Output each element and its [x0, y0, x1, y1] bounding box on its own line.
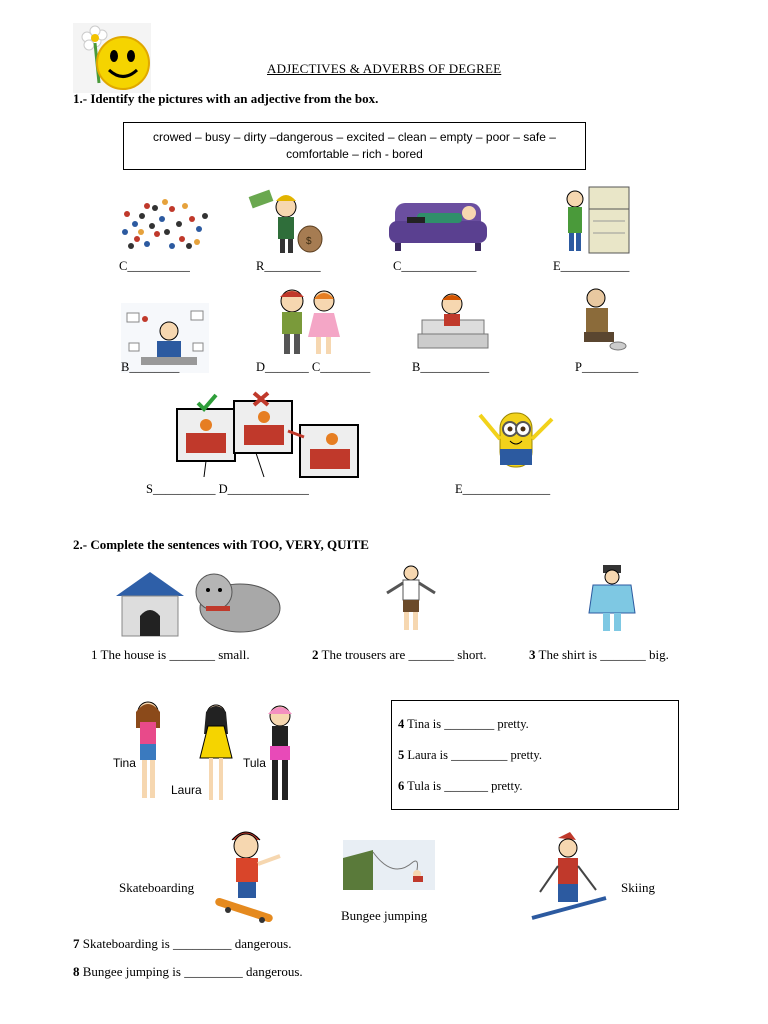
sentence-6-number: 6	[398, 779, 405, 793]
row1-label-3: C____________	[393, 259, 477, 273]
sport-skiing: Skiing	[621, 880, 655, 895]
sentence-6	[398, 779, 523, 794]
dirty-clean-kids-picture	[270, 285, 346, 357]
name-tina: Tina	[113, 756, 136, 770]
excited-minion-picture	[474, 405, 558, 475]
sentence-3	[529, 647, 669, 663]
skateboarding-boy-picture	[210, 826, 288, 924]
row2-label-1: B________	[121, 360, 180, 374]
svg-text:$: $	[306, 236, 312, 247]
sentence-4-text: Tina is ________ pretty.	[407, 717, 529, 731]
name-tula: Tula	[243, 756, 266, 770]
word-box-line2: comfortable – rich - bored	[286, 147, 423, 161]
big-shirt-boy-picture	[583, 563, 641, 633]
sentence-1	[91, 647, 250, 663]
comfortable-sofa-picture	[387, 191, 489, 256]
sentences-box	[391, 700, 679, 810]
sentence-5-number: 5	[398, 748, 405, 762]
smiley-logo-icon	[73, 23, 151, 93]
word-box	[123, 122, 586, 170]
row1-label-4: E___________	[553, 259, 630, 273]
sentence-7-number: 7	[73, 936, 80, 951]
sentence-5	[398, 748, 542, 763]
row3-label-2: E______________	[455, 482, 551, 496]
row2-label-4: P_________	[575, 360, 639, 374]
row1-label-2: R_________	[256, 259, 321, 273]
bungee-jumping-picture	[343, 840, 435, 890]
sentence-8	[73, 964, 303, 980]
sentence-4-number: 4	[398, 717, 405, 731]
sentence-3-text: The shirt is _______ big.	[538, 647, 669, 662]
page-title: ADJECTIVES & ADVERBS OF DEGREE	[267, 61, 502, 76]
sentence-2-number: 2	[312, 647, 319, 662]
sentence-2	[312, 647, 487, 663]
sentence-7	[73, 936, 291, 952]
row3-label-1: S__________ D_____________	[146, 482, 309, 496]
sentence-5-text: Laura is _________ pretty.	[407, 748, 542, 762]
name-laura: Laura	[171, 783, 202, 797]
word-box-line1: crowed – busy – dirty –dangerous – excited – clean – empty – poor – safe –	[153, 130, 556, 144]
rich-person-picture	[248, 189, 326, 255]
row2-label-3: B___________	[412, 360, 490, 374]
three-girls-picture	[116, 698, 316, 808]
sentence-8-number: 8	[73, 964, 80, 979]
sentence-3-number: 3	[529, 647, 536, 662]
tick-icon	[198, 395, 216, 409]
sentence-6-text: Tula is _______ pretty.	[407, 779, 523, 793]
crowd-picture	[117, 194, 212, 254]
bored-boy-picture	[416, 290, 490, 352]
sentence-2-text: The trousers are _______ short.	[321, 647, 487, 662]
section2-heading: 2.- Complete the sentences with TOO, VERY, QUITE	[73, 537, 369, 552]
skiing-man-picture	[530, 832, 608, 922]
sentence-7-text: Skateboarding is _________ dangerous.	[82, 936, 292, 951]
sentence-1-number: 1	[91, 647, 98, 662]
section1-heading: 1.- Identify the pictures with an adjective from the box.	[73, 91, 379, 106]
row1-label-1: C__________	[119, 259, 190, 273]
safe-dangerous-comic-picture	[176, 391, 360, 481]
row2-label-2: D_______ C________	[256, 360, 371, 374]
short-trousers-man-picture	[383, 565, 439, 633]
poor-man-picture	[572, 286, 628, 354]
sentence-8-text: Bungee jumping is _________ dangerous.	[82, 964, 303, 979]
sport-skateboarding: Skateboarding	[119, 880, 195, 895]
sport-bungee: Bungee jumping	[341, 908, 428, 923]
empty-fridge-picture	[557, 185, 635, 255]
sentence-1-text: The house is _______ small.	[100, 647, 250, 662]
sentence-4	[398, 717, 529, 732]
doghouse-bulldog-picture	[110, 562, 286, 640]
